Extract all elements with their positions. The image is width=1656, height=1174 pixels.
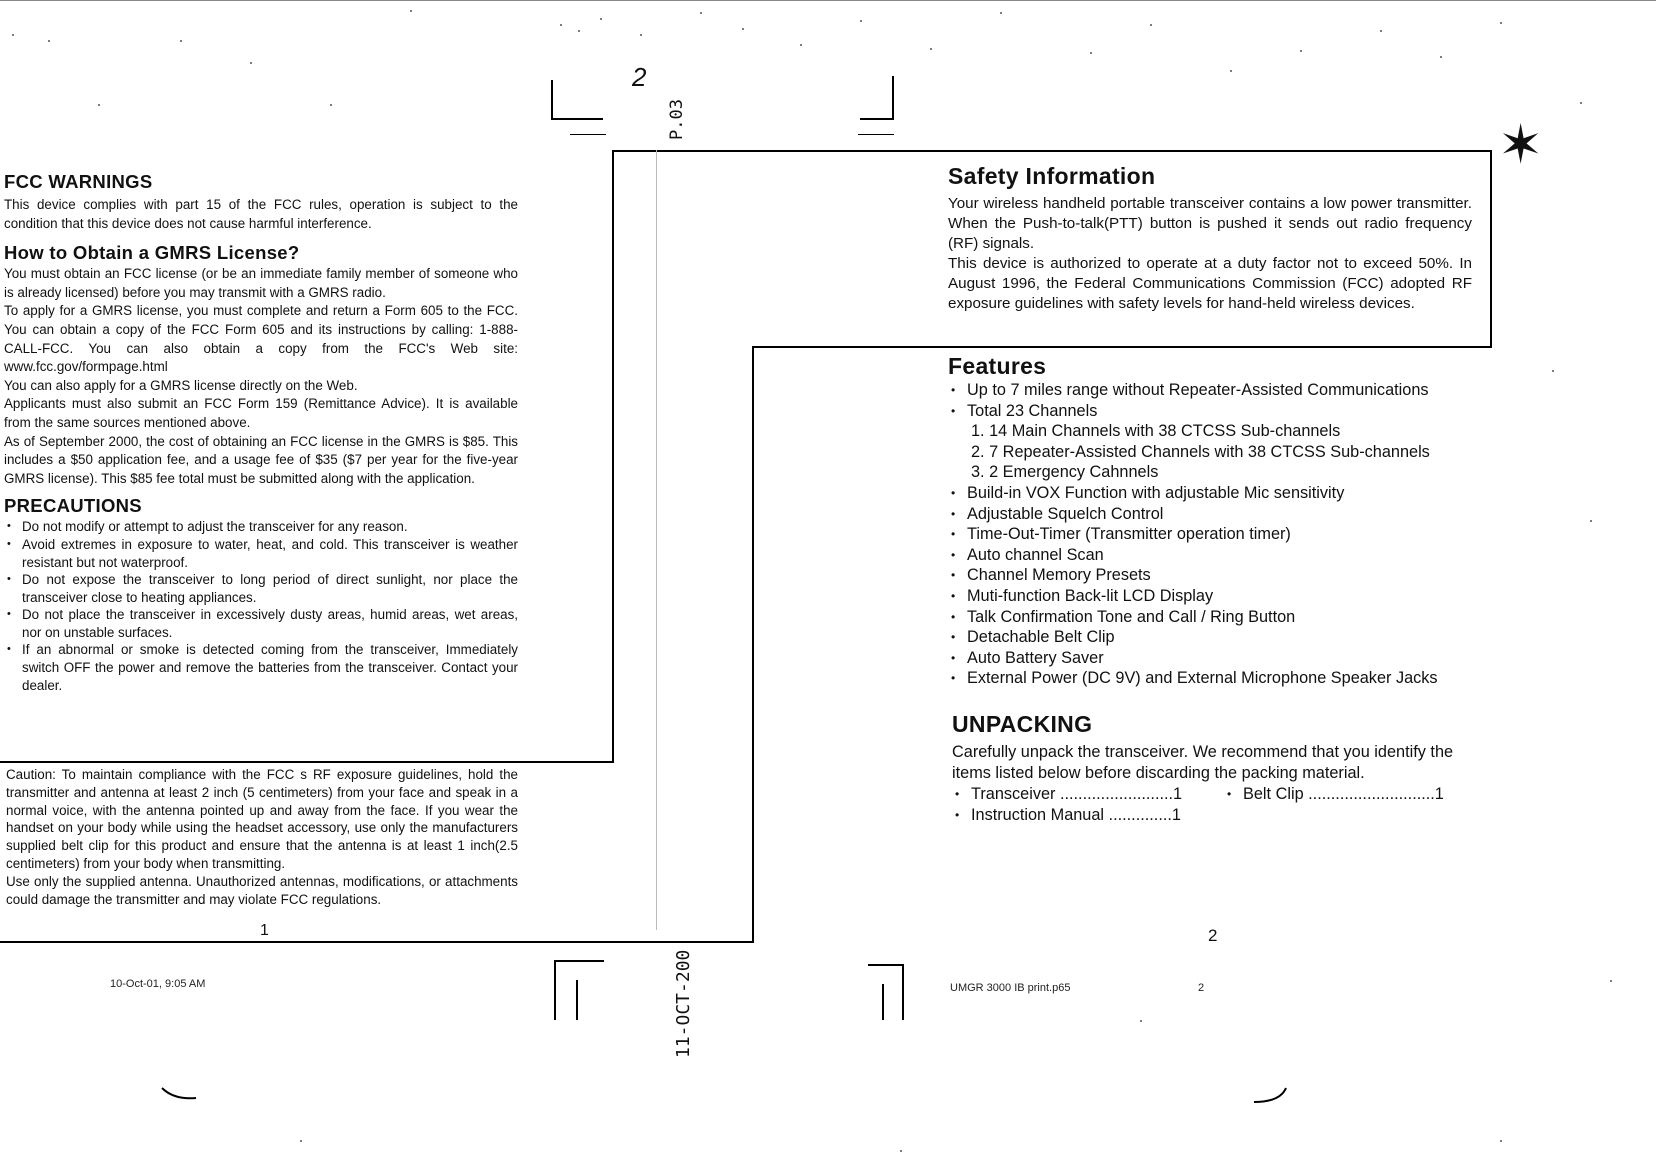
feature-item: 3. 2 Emergency Cahnnels: [971, 463, 1159, 482]
right-footer-page: 2: [1198, 982, 1205, 994]
list-item: • Instruction Manual ..............1: [952, 805, 1182, 826]
safety-section: [948, 162, 1472, 314]
caution-paragraph: Use only the supplied antenna. Unauthorized antennas, modifications, or attachments could damage the transmitter and may violate FCC regulations.: [6, 873, 518, 907]
unpacking-text: Carefully unpack the transceiver. We recommend that you identify the items listed below before discarding the packing material.: [952, 743, 1454, 782]
left-footer-date: 10-Oct-01, 9:05 AM: [110, 978, 206, 990]
asterisk-mark-icon: ✶: [1498, 115, 1544, 175]
left-page: [4, 170, 518, 694]
feature-item: • Talk Confirmation Tone and Call / Ring Button: [948, 607, 1488, 628]
precautions-title: PRECAUTIONS: [4, 495, 142, 517]
feature-item: • Channel Memory Presets: [948, 565, 1488, 586]
gmrs-paragraph: To apply for a GMRS license, you must complete and return a Form 605 to the FCC. You can obtain a copy of the FCC Form 605 and its instructions by calling: 1-888-CALL-FCC. You can also obtain a copy from the FCC's Web site: www.fcc.gov/formpage.html: [4, 303, 518, 375]
gmrs-paragraph: As of September 2000, the cost of obtaining an FCC license in the GMRS is $85. This includes a $50 application fee, and a usage fee of $35 ($7 per year for the five-year GMRS license). This $85 fee total must be submitted along with the application.: [4, 433, 518, 486]
unpacking-title: UNPACKING: [952, 711, 1093, 737]
list-item: • Avoid extremes in exposure to water, heat, and cold. This transceiver is weather resistant but not waterproof.: [4, 536, 518, 571]
corner-curve-icon: [160, 1086, 200, 1106]
features-list: [948, 380, 1488, 689]
feature-item: 2. 7 Repeater-Assisted Channels with 38 CTCSS Sub-channels: [971, 442, 1430, 461]
unpacking-section: [952, 710, 1480, 828]
safety-title: Safety Information: [948, 163, 1156, 189]
features-section: [948, 352, 1488, 689]
left-page-number: 1: [260, 922, 269, 939]
list-item: • If an abnormal or smoke is detected coming from the transceiver, Immediately switch OFF the power and remove the batteries from the transceiver. Contact your dealer.: [4, 641, 518, 694]
right-page-number: 2: [1208, 926, 1218, 945]
safety-paragraph: This device is authorized to operate at a duty factor not to exceed 50%. In August 1996, the Federal Communications Commission (FCC) adopted RF exposure guidelines with safety levels for hand-held wireless devices.: [948, 255, 1472, 312]
feature-item: • External Power (DC 9V) and External Microphone Speaker Jacks: [948, 668, 1488, 689]
fax-page-number: P.03: [667, 99, 687, 140]
list-item: • Belt Clip ............................1: [1224, 784, 1444, 805]
feature-item: • Build-in VOX Function with adjustable Mic sensitivity: [948, 483, 1488, 504]
list-item: • Do not expose the transceiver to long period of direct sunlight, nor place the transceiver close to heating appliances.: [4, 571, 518, 606]
feature-item: • Time-Out-Timer (Transmitter operation timer): [948, 524, 1488, 545]
fcc-warnings-text: This device complies with part 15 of the FCC rules, operation is subject to the condition that this device does not cause harmful interference.: [4, 197, 518, 231]
safety-paragraph: Your wireless handheld portable transceiver contains a low power transmitter. When the Push-to-talk(PTT) button is pushed it sends out radio frequency (RF) signals.: [948, 195, 1472, 252]
fax-date-stamp: 11-OCT-200: [673, 949, 694, 1058]
fcc-warnings-title: FCC WARNINGS: [4, 171, 153, 192]
corner-curve-icon: [1250, 1086, 1290, 1110]
list-item: • Transceiver .........................1: [952, 784, 1182, 805]
feature-item: • Muti-function Back-lit LCD Display: [948, 586, 1488, 607]
unpacking-list-2: [1224, 784, 1444, 805]
top-edge-line: [0, 0, 1656, 1]
list-item: • Do not modify or attempt to adjust the transceiver for any reason.: [4, 518, 518, 536]
precautions-list: [4, 518, 518, 694]
gmrs-paragraph: Applicants must also submit an FCC Form 159 (Remittance Advice). It is available from the same sources mentioned above.: [4, 396, 518, 430]
features-title: Features: [948, 353, 1047, 379]
feature-item: • Adjustable Squelch Control: [948, 504, 1488, 525]
registration-number: 2: [632, 62, 647, 92]
feature-item: • Auto channel Scan: [948, 545, 1488, 566]
feature-item: 1. 14 Main Channels with 38 CTCSS Sub-channels: [971, 422, 1341, 441]
gmrs-paragraph: You must obtain an FCC license (or be an immediate family member of someone who is already licensed) before you may transmit with a GMRS radio.: [4, 266, 518, 300]
caution-paragraph: Caution: To maintain compliance with the FCC s RF exposure guidelines, hold the transmitter and antenna at least 2 inch (5 centimeters) from your face and speak in a normal voice, with the antenna pointed up and away from the face. If you wear the handset on your body while using the headset accessory, use only the manufacturers supplied belt clip for this product and ensure that the antenna is at least 1 inch(2.5 centimeters) from your body when transmitting.: [6, 767, 518, 871]
feature-item: • Detachable Belt Clip: [948, 627, 1488, 648]
feature-item: • Up to 7 miles range without Repeater-Assisted Communications: [948, 380, 1488, 401]
right-footer-file: UMGR 3000 IB print.p65: [950, 982, 1071, 994]
gmrs-license-title: How to Obtain a GMRS License?: [4, 242, 300, 264]
list-item: • Do not place the transceiver in excessively dusty areas, humid areas, wet areas, nor on unstable surfaces.: [4, 606, 518, 641]
feature-item: • Total 23 Channels: [948, 401, 1488, 422]
feature-item: • Auto Battery Saver: [948, 648, 1488, 669]
unpacking-list: [952, 784, 1182, 826]
gmrs-paragraph: You can also apply for a GMRS license directly on the Web.: [4, 377, 358, 393]
caution-section: [6, 766, 518, 908]
